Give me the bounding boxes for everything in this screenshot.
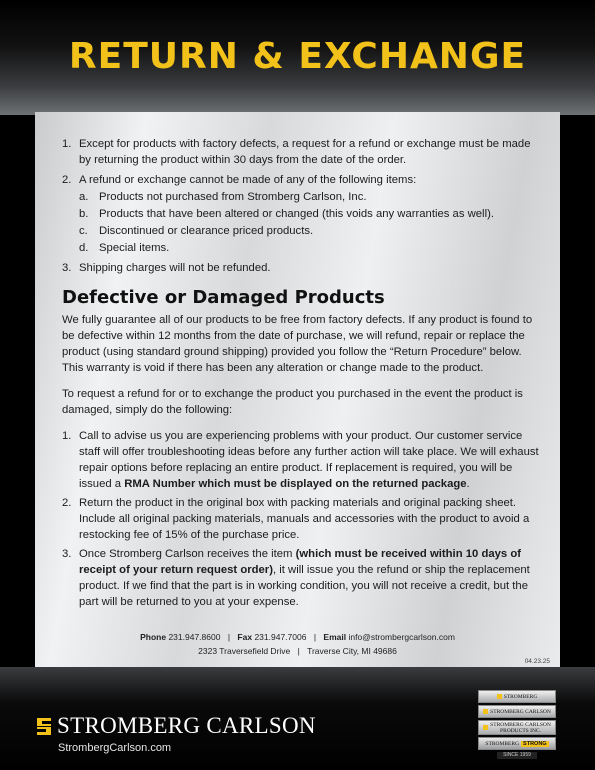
policy-item-text: Shipping charges will not be refunded. xyxy=(79,262,271,274)
list-number: 1. xyxy=(62,138,72,150)
section-heading: Defective or Damaged Products xyxy=(62,287,385,308)
list-number: 3. xyxy=(62,262,72,274)
step-emphasis: (which must be received within 10 days of receipt of your return request order) xyxy=(79,548,521,576)
logo-icon xyxy=(37,718,51,735)
return-step xyxy=(62,495,540,543)
separator: | xyxy=(227,632,231,642)
website-link[interactable]: StrombergCarlson.com xyxy=(58,742,172,754)
contact-line xyxy=(35,630,560,644)
sub-letter: c. xyxy=(79,225,88,237)
step-text: Once Stromberg Carlson receives the item xyxy=(79,548,296,560)
separator: | xyxy=(313,632,317,642)
warranty-paragraph: We fully guarantee all of our products to be free from factory defects. If any product is found to be defective within 12 months from the date of purchase, we will refund, repair or replace the product (using standard ground shipping) provided you follow the “Return Procedure” below. This warranty is void if there has been any alteration or change made to the product. xyxy=(62,314,533,374)
return-step xyxy=(62,428,540,492)
fax-number: 231.947.7006 xyxy=(254,632,307,642)
badge-since: SINCE 1959 xyxy=(497,752,537,759)
badge-stromberg xyxy=(478,690,556,703)
policy-list xyxy=(62,136,540,276)
exclusion-text: Products that have been altered or changed (this voids any warranties as well). xyxy=(99,208,494,220)
step-text: Return the product in the original box with packing materials and original packing sheet. Include all original packing materials, manuals and accessories with the product to avoid a restocking fee of 15% of the purchase price. xyxy=(79,497,530,541)
list-number: 2. xyxy=(62,497,72,509)
sub-letter: b. xyxy=(79,208,89,220)
badge-text: STROMBERG xyxy=(485,740,520,747)
city-state-zip: Traverse City, MI 49686 xyxy=(307,646,397,656)
contact-block xyxy=(35,630,560,658)
badge-text: STROMBERG CARLSON xyxy=(490,708,551,715)
exclusion-text: Products not purchased from Stromberg Carlson, Inc. xyxy=(99,191,367,203)
badge-text-group xyxy=(490,722,551,734)
document-date: 04.23.25 xyxy=(524,658,550,665)
fax-label: Fax xyxy=(237,632,253,642)
document-body xyxy=(62,136,540,613)
step-text-end: . xyxy=(466,478,470,490)
badge-text: STROMBERG CARLSON xyxy=(490,721,551,728)
email-address[interactable]: info@strombergcarlson.com xyxy=(348,632,455,642)
request-paragraph: To request a refund for or to exchange the product you purchased in the event the product is damaged, simply do the following: xyxy=(62,388,523,416)
exclusion-item xyxy=(79,206,540,222)
policy-item-text: A refund or exchange cannot be made of any of the following items: xyxy=(79,174,417,186)
badge-stromberg-strong xyxy=(478,737,556,750)
exclusion-item xyxy=(79,223,540,239)
list-number: 3. xyxy=(62,548,72,560)
list-number: 2. xyxy=(62,174,72,186)
exclusions-list xyxy=(79,189,540,256)
return-step xyxy=(62,546,540,610)
brand-row xyxy=(37,713,316,739)
policy-item xyxy=(62,136,540,168)
badge-text: PRODUCTS INC. xyxy=(500,727,541,734)
policy-item xyxy=(62,260,540,276)
step-text: Call to advise us you are experiencing problems with your product. Our customer service staff will offer troubleshooting ideas before any further action will take place. We will exhaust repair options before replacing an entire product. If replacement is required, you will be issued a xyxy=(79,430,539,490)
badge-products-inc xyxy=(478,720,556,735)
exclusion-item xyxy=(79,240,540,256)
badge-strong: STRONG xyxy=(523,740,547,747)
brand-badges xyxy=(478,690,556,759)
badge-text: STROMBERG xyxy=(503,693,538,700)
sub-letter: a. xyxy=(79,191,89,203)
logo-square-icon xyxy=(483,709,488,714)
phone-number: 231.947.8600 xyxy=(168,632,221,642)
content-panel xyxy=(35,112,560,667)
brand-block xyxy=(37,713,316,754)
page-title: RETURN & EXCHANGE xyxy=(68,36,527,77)
policy-item xyxy=(62,172,540,256)
step-text-end: , it will issue you the refund or ship the replacement product. If we find that the part is in working condition, you will not receive a credit, but the part will be returned to you at your expense. xyxy=(79,564,530,608)
return-steps-list xyxy=(62,428,540,610)
policy-item-text: Except for products with factory defects, a request for a refund or exchange must be made by returning the product within 30 days from the date of the order. xyxy=(79,138,531,166)
list-number: 1. xyxy=(62,430,72,442)
badge-stromberg-carlson xyxy=(478,705,556,718)
logo-square-icon xyxy=(483,725,488,730)
street-address: 2323 Traversefield Drive xyxy=(198,646,291,656)
exclusion-text: Discontinued or clearance priced products. xyxy=(99,225,314,237)
logo-square-icon xyxy=(497,694,502,699)
email-label: Email xyxy=(323,632,347,642)
phone-label: Phone xyxy=(140,632,167,642)
separator: | xyxy=(297,646,300,656)
sub-letter: d. xyxy=(79,242,89,254)
exclusion-item xyxy=(79,189,540,205)
address-line xyxy=(35,644,560,658)
step-emphasis: RMA Number which must be displayed on the returned package xyxy=(124,478,467,490)
exclusion-text: Special items. xyxy=(99,242,170,254)
brand-name: STROMBERG CARLSON xyxy=(57,713,316,738)
